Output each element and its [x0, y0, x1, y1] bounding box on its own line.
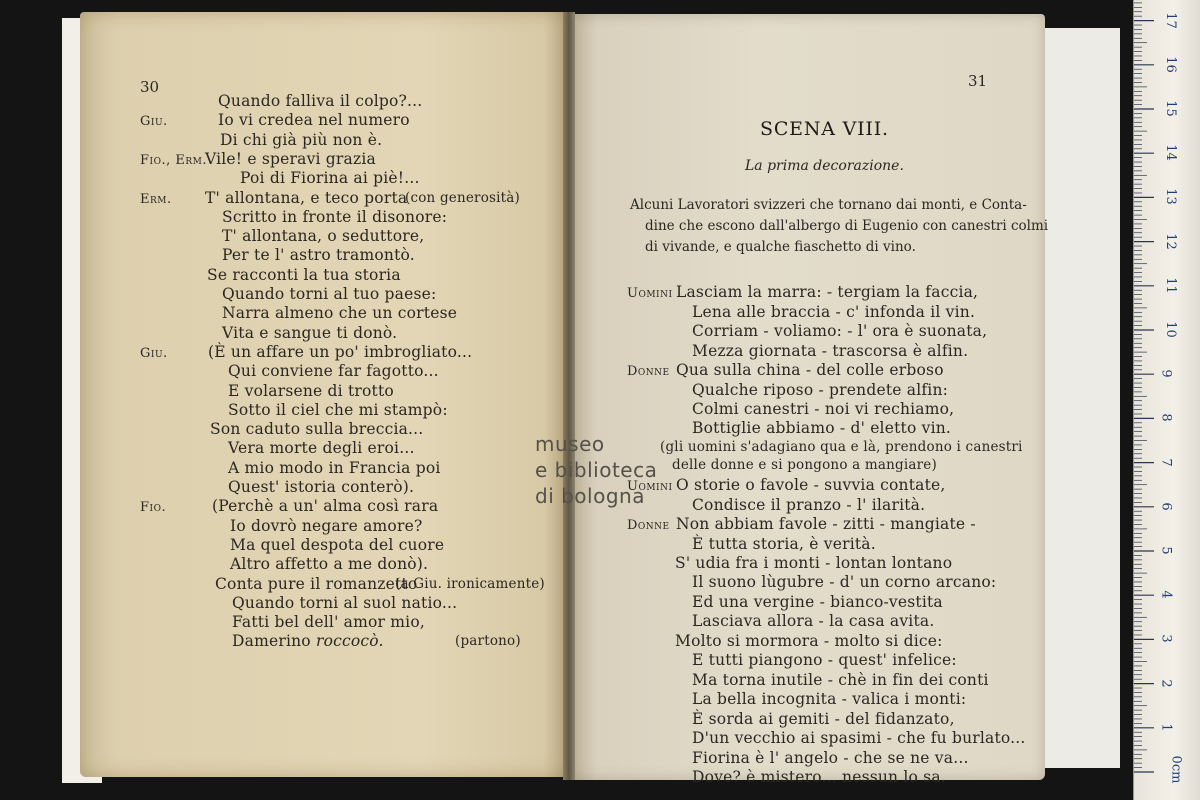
verse-text: Sotto il ciel che mi stampò:	[228, 400, 448, 419]
verse-line: Dove? è mistero... nessun lo sa.	[692, 768, 946, 786]
stage-note: (con generosità)	[405, 189, 521, 206]
watermark-line: di bologna	[535, 484, 645, 508]
verse-text: Io dovrò negare amore?	[230, 516, 423, 535]
stage-note: (partono)	[455, 633, 521, 650]
verse-line: Ma torna inutile - chè in fin dei conti	[692, 671, 989, 689]
speaker-label: Uomini	[627, 286, 673, 301]
verse-line: Fiorina è l' angelo - che se ne va...	[692, 749, 969, 767]
verse-line	[232, 613, 425, 631]
verse-line	[212, 497, 438, 515]
verse-text: Damerino	[232, 632, 316, 651]
ruler-number: 6	[1158, 502, 1174, 511]
right-page-number: 31	[968, 72, 988, 90]
verse-text: Per te l' astro tramontò.	[222, 246, 415, 265]
verse-line: Condisce il pranzo - l' ilarità.	[692, 496, 926, 514]
verse-line	[232, 632, 384, 650]
verse-line: Ed una vergine - bianco-vestita	[692, 593, 943, 611]
ruler-number: 0cm	[1168, 755, 1184, 784]
ruler-number: 10	[1162, 321, 1178, 338]
verse-text: Quando falliva il colpo?...	[218, 92, 423, 110]
verse-text: Ma quel despota del cuore	[230, 535, 445, 554]
ruler-number: 5	[1158, 546, 1174, 555]
verse-line	[232, 594, 457, 612]
verse-text: Vile! e speravi grazia	[205, 149, 376, 168]
ruler-number: 13	[1162, 188, 1178, 206]
verse-line	[220, 131, 382, 149]
verse-text: Poi di Fiorina ai piè!...	[240, 169, 420, 188]
verse-text: Di chi già più non è.	[220, 130, 383, 149]
verse-text: (È un affare un po' imbrogliato...	[208, 342, 473, 361]
verse-text: Son caduto sulla breccia...	[210, 420, 424, 439]
verse-line: E tutti piangono - quest' infelice:	[692, 651, 957, 669]
verse-line: Qua sulla china - del colle erboso	[676, 361, 944, 379]
verse-italic: roccocò.	[315, 632, 384, 651]
ruler-number: 1	[1158, 723, 1174, 732]
verse-line	[205, 150, 376, 168]
background-card-right	[1045, 28, 1120, 768]
verse-line: La bella incognita - valica i monti:	[692, 690, 967, 708]
ruler-number: 11	[1162, 277, 1178, 294]
verse-line: Mezza giornata - trascorsa è alfin.	[692, 342, 969, 360]
verse-line: Non abbiam favole - zitti - mangiate -	[676, 515, 976, 533]
ruler-number: 9	[1158, 369, 1174, 378]
verse-line	[207, 266, 401, 284]
verse-line	[222, 304, 457, 322]
verse-text: Qui conviene far fagotto...	[228, 362, 439, 381]
verse-line: O storie o favole - suvvia contate,	[676, 476, 946, 494]
verse-line	[222, 285, 436, 303]
verse-text: Vera morte degli eroi...	[228, 439, 415, 458]
verse-line	[240, 169, 420, 187]
measuring-ruler	[1133, 0, 1200, 800]
ruler-number: 3	[1158, 634, 1174, 644]
scene-subtitle: La prima decorazione.	[745, 158, 904, 174]
verse-text: T' allontana, o seduttore,	[222, 227, 425, 246]
verse-line: Molto si mormora - molto si dice:	[675, 632, 943, 650]
verse-text: Conta pure il romanzetto	[215, 574, 418, 593]
verse-text: T' allontana, e teco porta	[205, 188, 408, 207]
verse-line: D'un vecchio ai spasimi - che fu burlato...	[692, 729, 1026, 747]
left-page-number: 30	[140, 78, 160, 96]
verse-text: Scritto in fronte il disonore:	[222, 207, 448, 226]
verse-text: Narra almeno che un cortese	[222, 304, 458, 323]
verse-line	[228, 382, 394, 400]
ruler-number: 14	[1162, 144, 1178, 161]
verse-line: S' udia fra i monti - lontan lontano	[675, 554, 953, 572]
verse-line: Il suono lùgubre - d' un corno arcano:	[692, 573, 997, 591]
verse-line	[210, 420, 423, 438]
ruler-number: 15	[1162, 100, 1178, 117]
speaker-label: Uomini	[627, 479, 673, 494]
verse-line: Bottiglie abbiamo - d' eletto vin.	[692, 419, 952, 437]
verse-line	[222, 227, 424, 245]
speaker-label: Donne	[627, 364, 670, 379]
watermark-line: e biblioteca	[535, 458, 658, 482]
verse-line	[222, 208, 447, 226]
verse-text: Quando torni al suol natio...	[232, 593, 458, 612]
stage-note: delle donne e si pongono a mangiare)	[672, 457, 937, 473]
verse-text: (Perchè a un' alma così rara	[212, 497, 439, 516]
verse-line	[228, 362, 439, 380]
stage-note: (a Giu. ironicamente)	[395, 575, 545, 592]
ruler-number: 4	[1158, 590, 1174, 599]
verse-line	[222, 246, 415, 264]
verse-line: Lasciava allora - la casa avita.	[692, 612, 935, 630]
ruler-number: 16	[1162, 56, 1178, 73]
verse-line: Qualche riposo - prendete alfin:	[692, 381, 949, 399]
stage-direction-line: dine che escono dall'albergo di Eugenio con canestri colmi	[645, 218, 1049, 234]
verse-text: Fatti bel dell' amor mio,	[232, 613, 425, 632]
ruler-number: 8	[1158, 413, 1174, 423]
verse-line	[228, 401, 448, 419]
verse-line	[222, 324, 397, 342]
scene-title: SCENA VIII.	[760, 118, 889, 140]
verse-line	[228, 459, 441, 477]
verse-line	[230, 555, 428, 573]
verse-text: Vita e sangue ti donò.	[222, 323, 398, 342]
verse-line: Lasciam la marra: - tergiam la faccia,	[676, 283, 979, 301]
watermark-line: museo	[535, 432, 605, 456]
ruler-number: 2	[1158, 678, 1174, 688]
stage-direction-line: di vivande, e qualche fiaschetto di vino.	[645, 239, 916, 255]
speaker-label: Erm.	[140, 191, 172, 207]
verse-line	[230, 517, 422, 535]
verse-line	[215, 575, 417, 593]
verse-line: Corriam - voliamo: - l' ora è suonata,	[692, 322, 988, 340]
verse-line	[230, 536, 444, 554]
ruler-number: 12	[1162, 232, 1178, 250]
verse-line: Lena alle braccia - c' infonda il vin.	[692, 303, 976, 321]
verse-text: E volarsene di trotto	[228, 381, 394, 400]
verse-line	[228, 478, 414, 496]
stage-note: (gli uomini s'adagiano qua e là, prendono i canestri	[660, 439, 1023, 455]
verse-text: Quest' istoria conterò).	[228, 478, 415, 496]
verse-text: Altro affetto a me donò).	[230, 555, 429, 574]
verse-line	[205, 189, 407, 207]
stage-direction-line: Alcuni Lavoratori svizzeri che tornano dai monti, e Conta-	[630, 197, 1027, 213]
speaker-label: Giu.	[140, 345, 168, 361]
verse-line: È tutta storia, è verità.	[692, 535, 876, 553]
ruler-number: 7	[1158, 457, 1174, 467]
verse-line	[228, 439, 415, 457]
verse-text: Io vi credea nel numero	[218, 111, 410, 130]
ruler-number: 17	[1162, 11, 1178, 29]
verse-text: Se racconti la tua storia	[207, 265, 401, 284]
ruler-ticks	[1134, 0, 1156, 800]
verse-line: È sorda ai gemiti - del fidanzato,	[692, 710, 955, 728]
verse-text: Quando torni al tuo paese:	[222, 285, 437, 303]
speaker-label: Donne	[627, 518, 670, 533]
verse-line: Colmi canestri - noi vi rechiamo,	[692, 400, 955, 418]
verse-line	[208, 343, 472, 361]
speaker-label: Giu.	[140, 114, 168, 130]
verse-line	[218, 92, 422, 110]
speaker-label: Fio.	[140, 500, 167, 516]
book-gutter	[563, 12, 575, 780]
verse-line	[218, 111, 410, 129]
speaker-label: Fio., Erm.	[140, 152, 207, 168]
verse-text: A mio modo in Francia poi	[228, 458, 441, 477]
